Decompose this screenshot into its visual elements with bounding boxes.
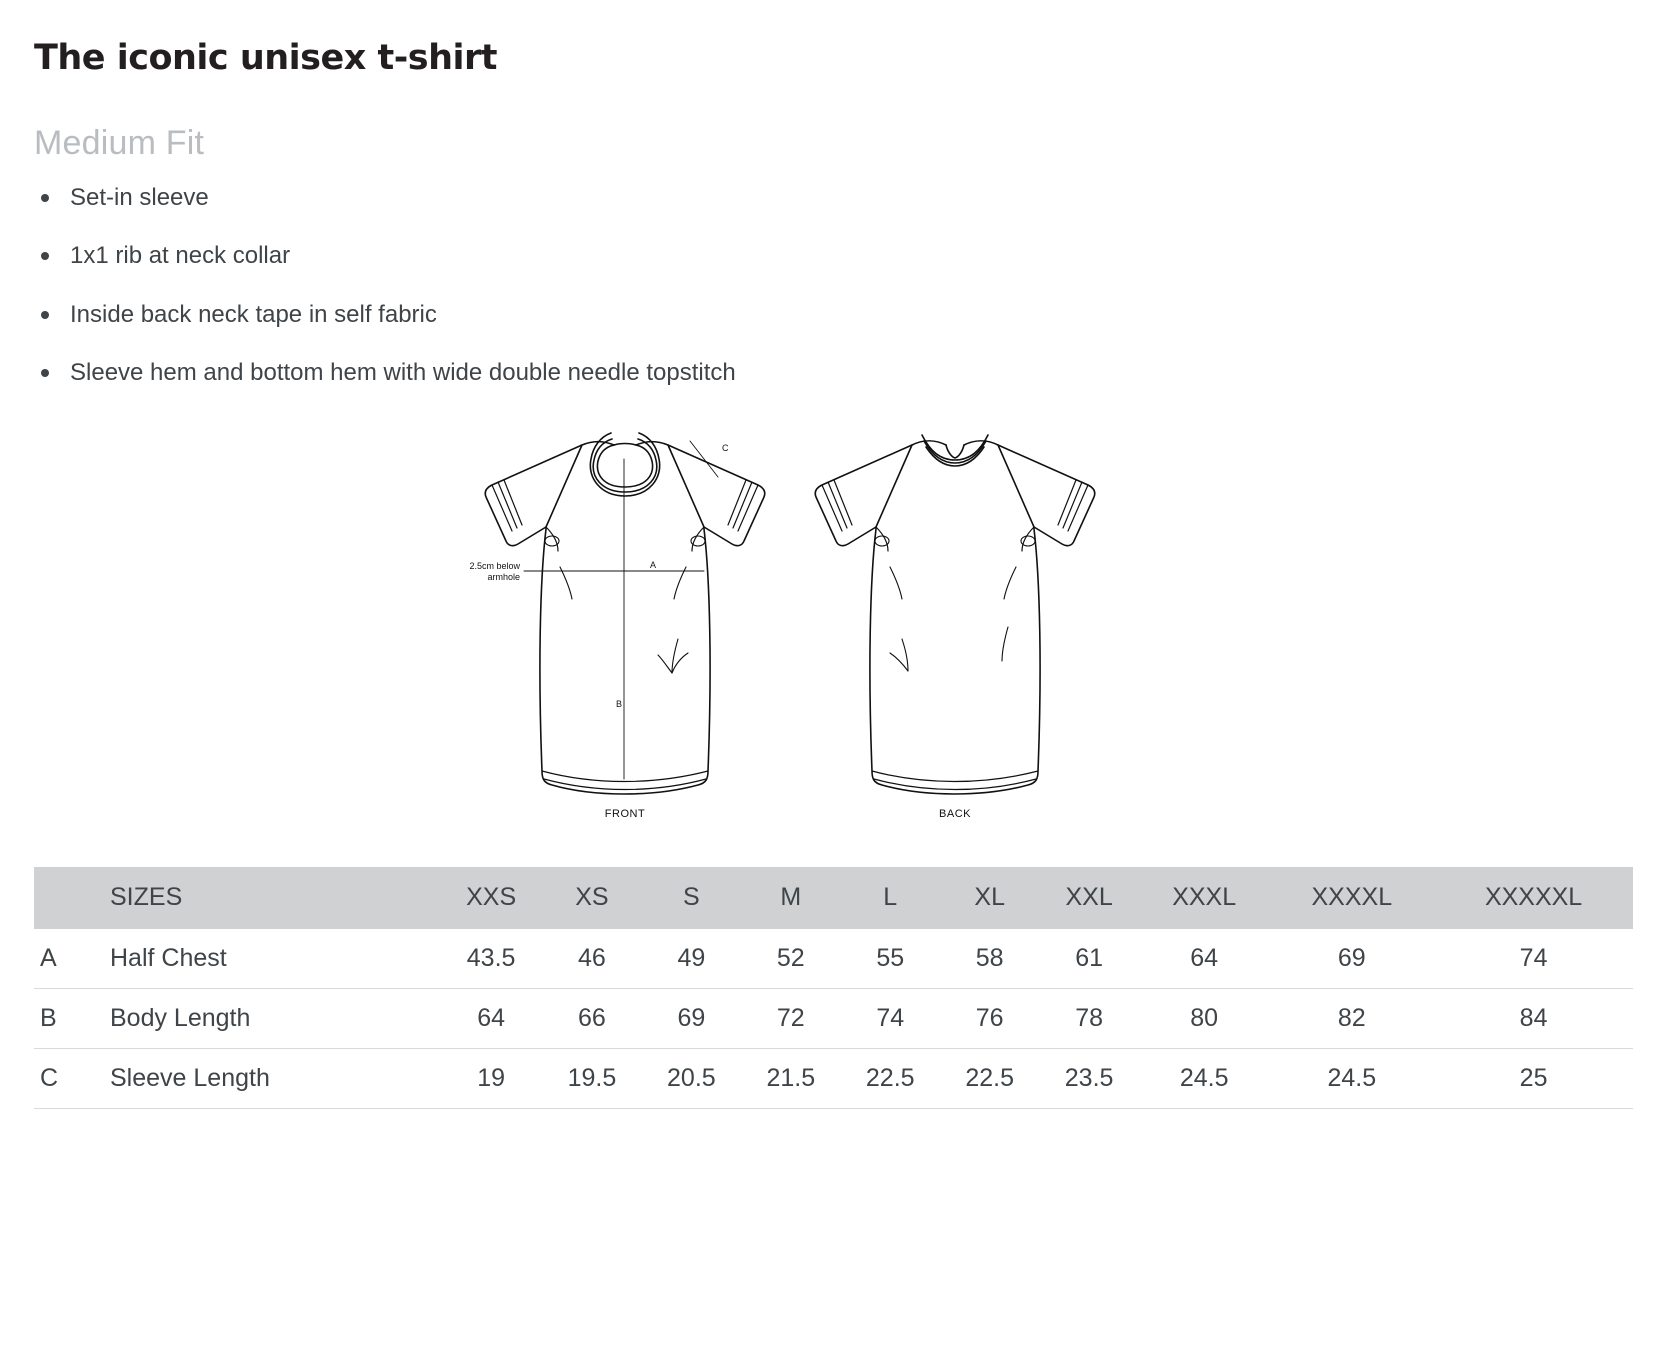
list-item: 1x1 rib at neck collar	[34, 243, 1633, 269]
list-item: Inside back neck tape in self fabric	[34, 302, 1633, 328]
header-xs: XS	[575, 883, 609, 912]
tshirt-technical-drawing	[34, 419, 1633, 849]
row-code: B	[40, 1004, 57, 1033]
page-title: The iconic unisex t-shirt	[34, 38, 498, 78]
header-xxs: XXS	[466, 883, 517, 912]
back-view	[815, 435, 1095, 794]
cell-value: 78	[1075, 1004, 1104, 1033]
cell-value: 21.5	[766, 1064, 816, 1093]
header-xxl: XXL	[1065, 883, 1113, 912]
cell-value: 69	[677, 1004, 706, 1033]
cell-value: 24.5	[1327, 1064, 1377, 1093]
cell-value: 43.5	[466, 943, 516, 972]
row-label: Sleeve Length	[110, 1064, 270, 1093]
table-row	[34, 929, 1633, 989]
cell-value: 23.5	[1064, 1064, 1114, 1093]
tshirt-svg	[454, 419, 1214, 849]
cell-value: 58	[975, 943, 1004, 972]
marker-c-label: C	[721, 442, 728, 453]
cell-value: 46	[578, 943, 606, 972]
cell-value: 66	[578, 1004, 606, 1033]
header-xxxxl: XXXXL	[1311, 883, 1393, 912]
cell-value: 55	[876, 943, 905, 972]
front-view	[485, 433, 765, 794]
table-header	[34, 867, 1633, 929]
cell-value: 61	[1075, 943, 1104, 972]
header-xl: XL	[974, 883, 1005, 912]
row-code: C	[40, 1064, 59, 1093]
fit-subtitle: Medium Fit	[34, 124, 205, 162]
marker-a-label: A	[649, 559, 656, 570]
row-label: Body Length	[110, 1004, 251, 1033]
product-spec-page	[0, 38, 1667, 1347]
header-xxxl: XXXL	[1172, 883, 1237, 912]
table-header-row	[34, 867, 1633, 929]
back-caption: BACK	[938, 807, 971, 820]
armhole-note-line1: 2.5cm below	[468, 560, 520, 571]
cell-value: 69	[1337, 943, 1366, 972]
table-body	[34, 929, 1633, 1109]
cell-value: 19	[477, 1064, 506, 1093]
row-label: Half Chest	[110, 943, 227, 972]
cell-value: 74	[876, 1004, 905, 1033]
table-row	[34, 989, 1633, 1049]
size-chart-table	[34, 867, 1633, 1110]
cell-value: 72	[776, 1004, 805, 1033]
list-item: Sleeve hem and bottom hem with wide double needle topstitch	[34, 360, 1633, 386]
cell-value: 49	[677, 943, 706, 972]
cell-value: 24.5	[1179, 1064, 1229, 1093]
cell-value: 64	[477, 1004, 506, 1033]
header-m: M	[780, 883, 802, 912]
cell-value: 82	[1337, 1004, 1366, 1033]
cell-value: 80	[1190, 1004, 1219, 1033]
marker-b-label: B	[615, 698, 622, 709]
cell-value: 74	[1519, 943, 1548, 972]
cell-value: 22.5	[865, 1064, 915, 1093]
cell-value: 84	[1519, 1004, 1548, 1033]
cell-value: 76	[975, 1004, 1004, 1033]
header-l: L	[883, 883, 898, 912]
cell-value: 20.5	[667, 1064, 716, 1093]
cell-value: 25	[1519, 1064, 1548, 1093]
list-item: Set-in sleeve	[34, 185, 1633, 211]
header-sizes: SIZES	[110, 883, 183, 912]
cell-value: 64	[1190, 943, 1219, 972]
cell-value: 19.5	[567, 1064, 617, 1093]
row-code: A	[40, 943, 57, 972]
header-code	[34, 867, 82, 929]
front-caption: FRONT	[604, 807, 645, 820]
armhole-note-line2: armhole	[486, 571, 520, 582]
feature-list	[34, 185, 1633, 387]
header-s: S	[683, 883, 700, 912]
cell-value: 52	[776, 943, 805, 972]
cell-value: 22.5	[965, 1064, 1015, 1093]
header-xxxxxl: XXXXXL	[1484, 883, 1583, 912]
table-row	[34, 1049, 1633, 1109]
